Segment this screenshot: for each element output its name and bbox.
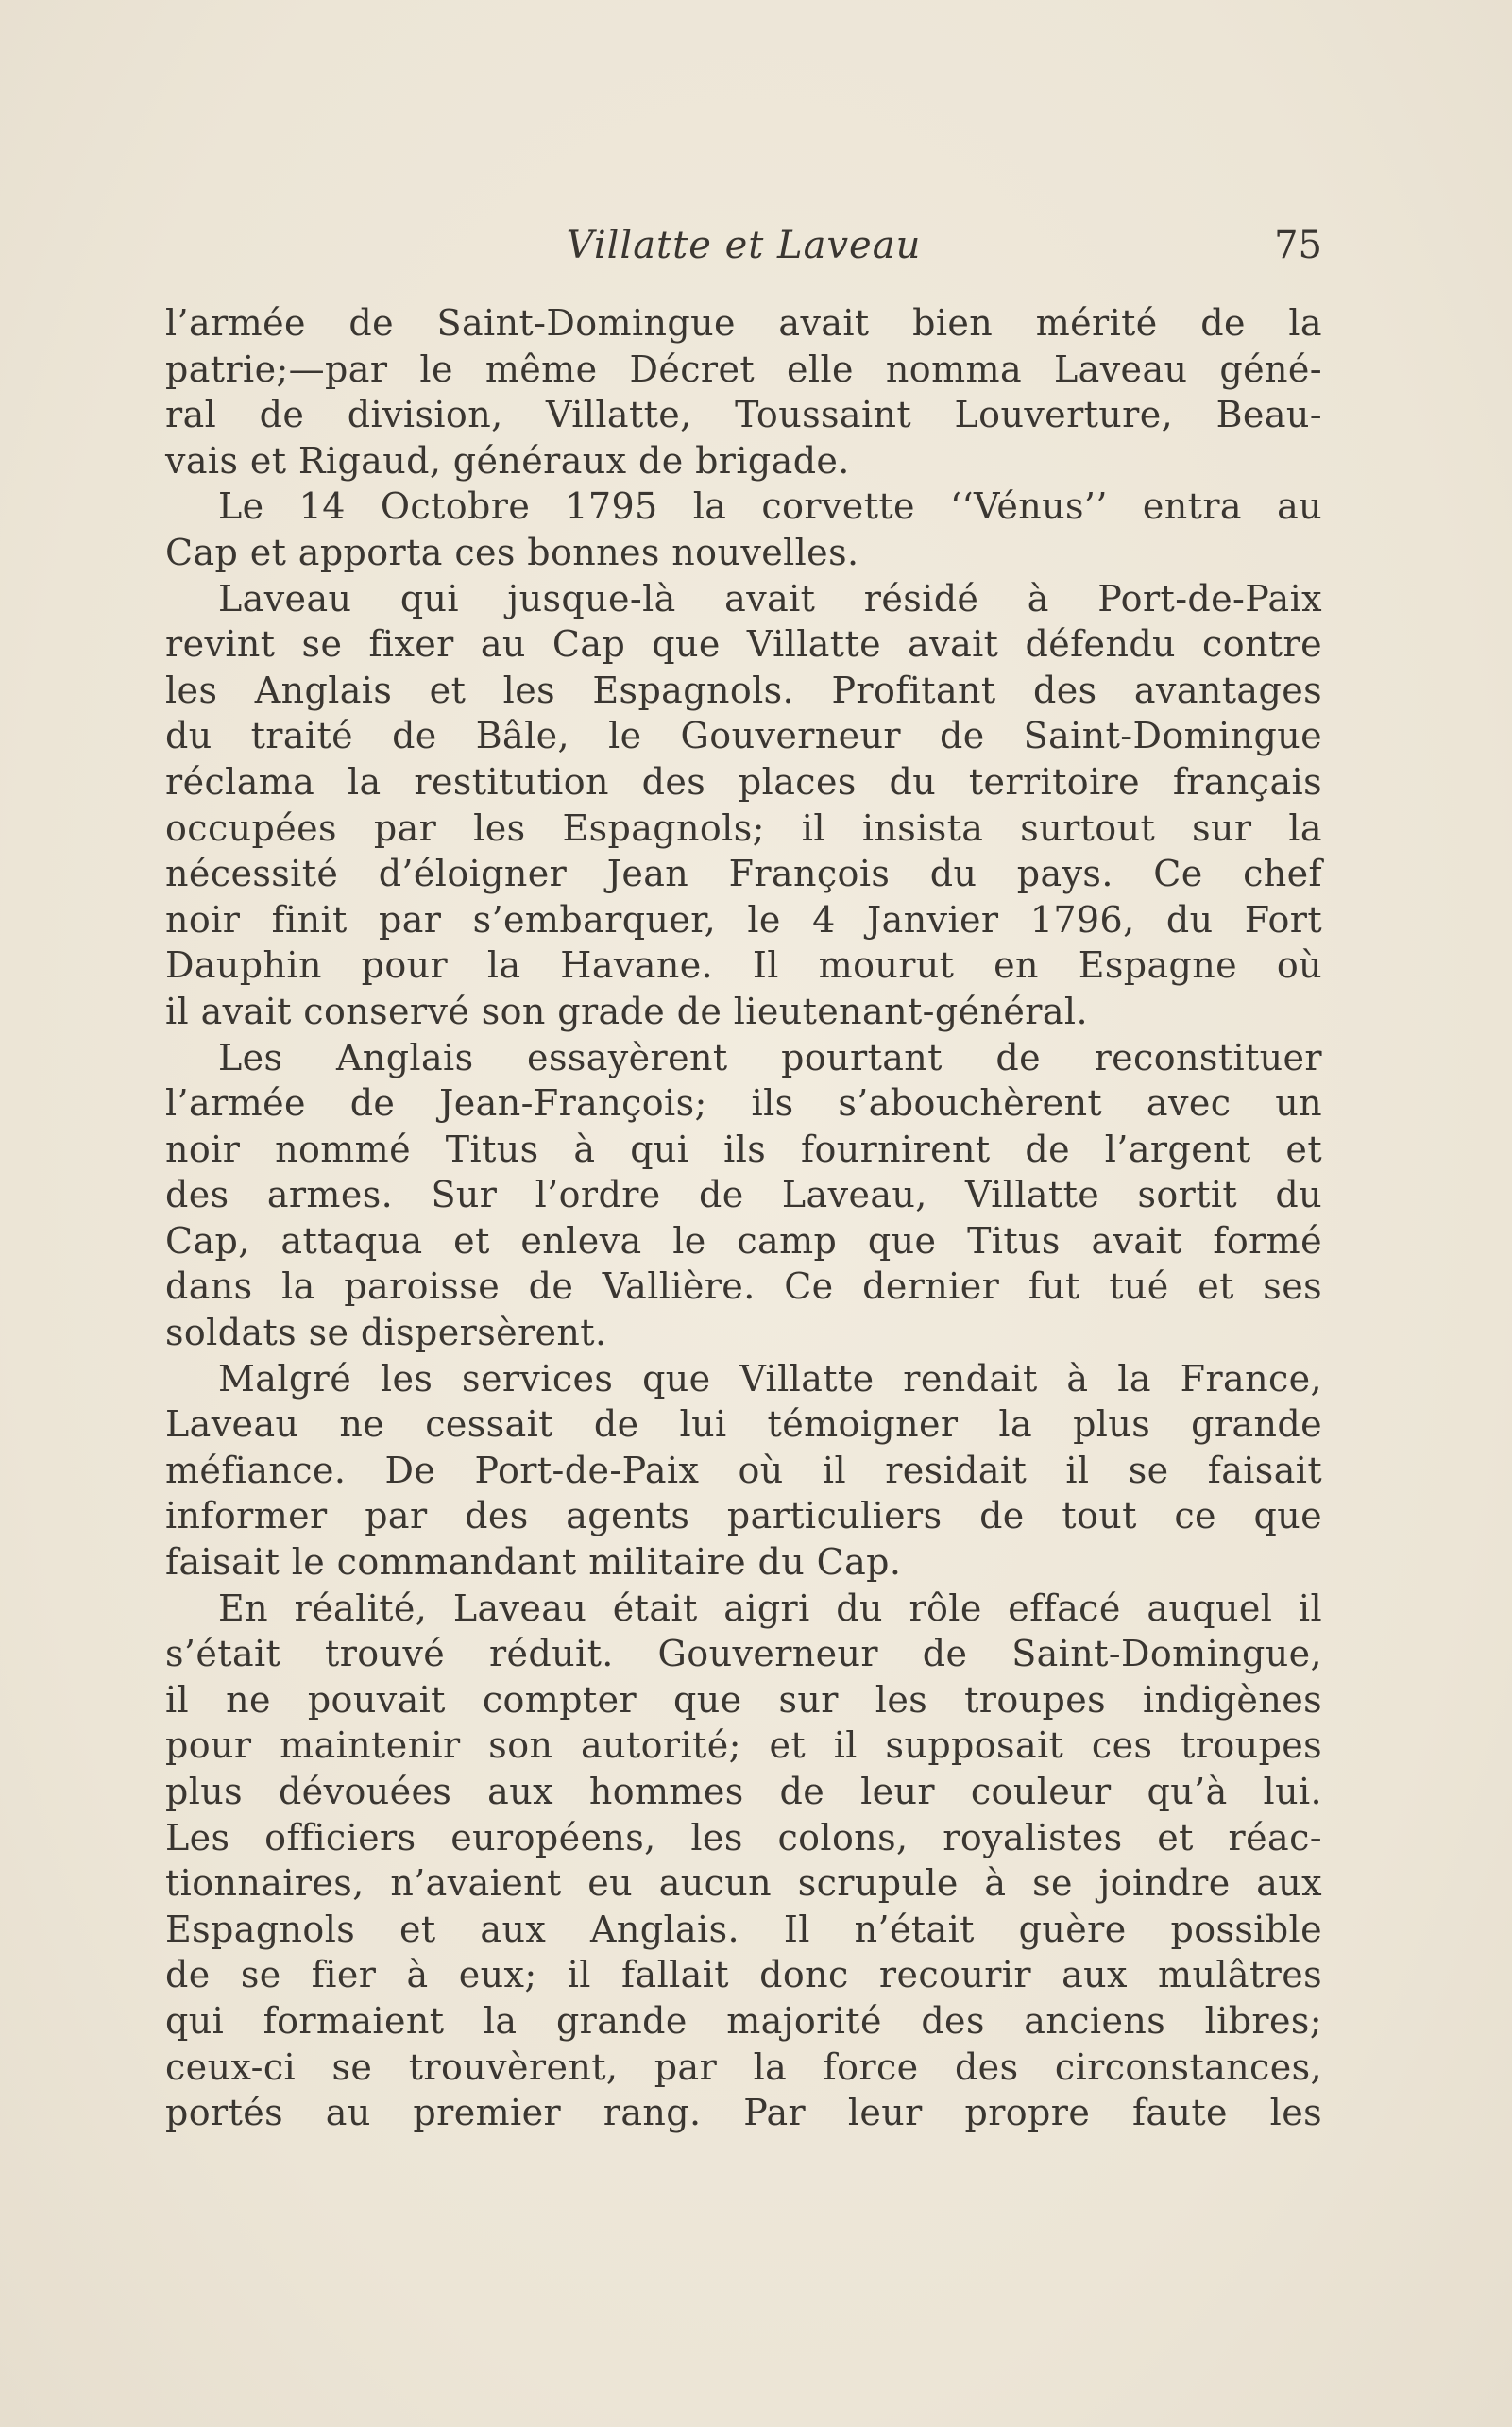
text-line: revint se fixer au Cap que Villatte avait défendu contre <box>165 623 1322 666</box>
text-line: il ne pouvait compter que sur les troupes indigènes <box>165 1678 1322 1721</box>
text-line: du traité de Bâle, le Gouverneur de Saint-Domingue <box>165 715 1322 757</box>
text-line: pour maintenir son autorité; et il supposait ces troupes <box>165 1724 1322 1767</box>
text-line: Cap, attaqua et enleva le camp que Titus avait formé <box>165 1219 1322 1262</box>
text-line: il avait conservé son grade de lieutenant-général. <box>165 990 1088 1032</box>
text-line: vais et Rigaud, généraux de brigade. <box>165 439 850 482</box>
text-line: portés au premier rang. Par leur propre faute les <box>165 2092 1322 2134</box>
text-line: ral de division, Villatte, Toussaint Louverture, Beau- <box>165 394 1322 436</box>
text-line: ceux-ci se trouvèrent, par la force des circonstances, <box>165 2045 1322 2088</box>
running-title: Villatte et Laveau <box>566 224 922 267</box>
text-line: tionnaires, n’avaient eu aucun scrupule à se joindre aux <box>165 1862 1322 1905</box>
text-line: Dauphin pour la Havane. Il mourut en Espagne où <box>165 944 1322 987</box>
body-text <box>165 300 1322 2136</box>
text-line: soldats se dispersèrent. <box>165 1312 607 1354</box>
text-line: l’armée de Jean-François; ils s’abouchèrent avec un <box>165 1082 1322 1125</box>
text-line: des armes. Sur l’ordre de Laveau, Villatte sortit du <box>165 1174 1322 1216</box>
text-line: l’armée de Saint-Domingue avait bien mérité de la <box>165 302 1322 344</box>
text-line: Laveau ne cessait de lui témoigner la plus grande <box>165 1403 1322 1446</box>
page-number: 75 <box>1274 224 1322 267</box>
text-line: nécessité d’éloigner Jean François du pays. Ce chef <box>165 853 1322 895</box>
text-line: Laveau qui jusque-là avait résidé à Port-de-Paix <box>218 577 1322 619</box>
text-line: Le 14 Octobre 1795 la corvette ‘‘Vénus’’ entra au <box>218 485 1322 528</box>
text-line: dans la paroisse de Vallière. Ce dernier fut tué et ses <box>165 1265 1322 1308</box>
text-line: réclama la restitution des places du territoire français <box>165 760 1322 803</box>
text-line: de se fier à eux; il fallait donc recourir aux mulâtres <box>165 1954 1322 1996</box>
text-line: les Anglais et les Espagnols. Profitant des avantages <box>165 669 1322 711</box>
text-line: Les officiers européens, les colons, royalistes et réac- <box>165 1816 1322 1858</box>
text-line: Cap et apporta ces bonnes nouvelles. <box>165 531 859 573</box>
text-line: s’était trouvé réduit. Gouverneur de Saint-Domingue, <box>165 1633 1322 1675</box>
text-line: plus dévouées aux hommes de leur couleur qu’à lui. <box>165 1771 1322 1812</box>
text-line: qui formaient la grande majorité des anciens libres; <box>165 1999 1322 2042</box>
text-line: Les Anglais essayèrent pourtant de reconstituer <box>218 1036 1322 1078</box>
text-line: faisait le commandant militaire du Cap. <box>165 1541 902 1584</box>
text-line: occupées par les Espagnols; il insista surtout sur la <box>165 806 1322 849</box>
page-header <box>165 219 1322 276</box>
text-line: noir finit par s’embarquer, le 4 Janvier 1796, du Fort <box>165 898 1322 941</box>
text-line: patrie;—par le même Décret elle nomma Laveau géné- <box>165 348 1322 390</box>
text-line: Espagnols et aux Anglais. Il n’était guère possible <box>165 1908 1322 1950</box>
text-line: Malgré les services que Villatte rendait à la France, <box>218 1357 1322 1400</box>
text-line: méfiance. De Port-de-Paix où il residait il se faisait <box>165 1449 1322 1491</box>
text-line: noir nommé Titus à qui ils fournirent de l’argent et <box>165 1128 1322 1170</box>
text-line: informer par des agents particuliers de tout ce que <box>165 1495 1322 1537</box>
text-line: En réalité, Laveau était aigri du rôle effacé auquel il <box>218 1587 1322 1629</box>
